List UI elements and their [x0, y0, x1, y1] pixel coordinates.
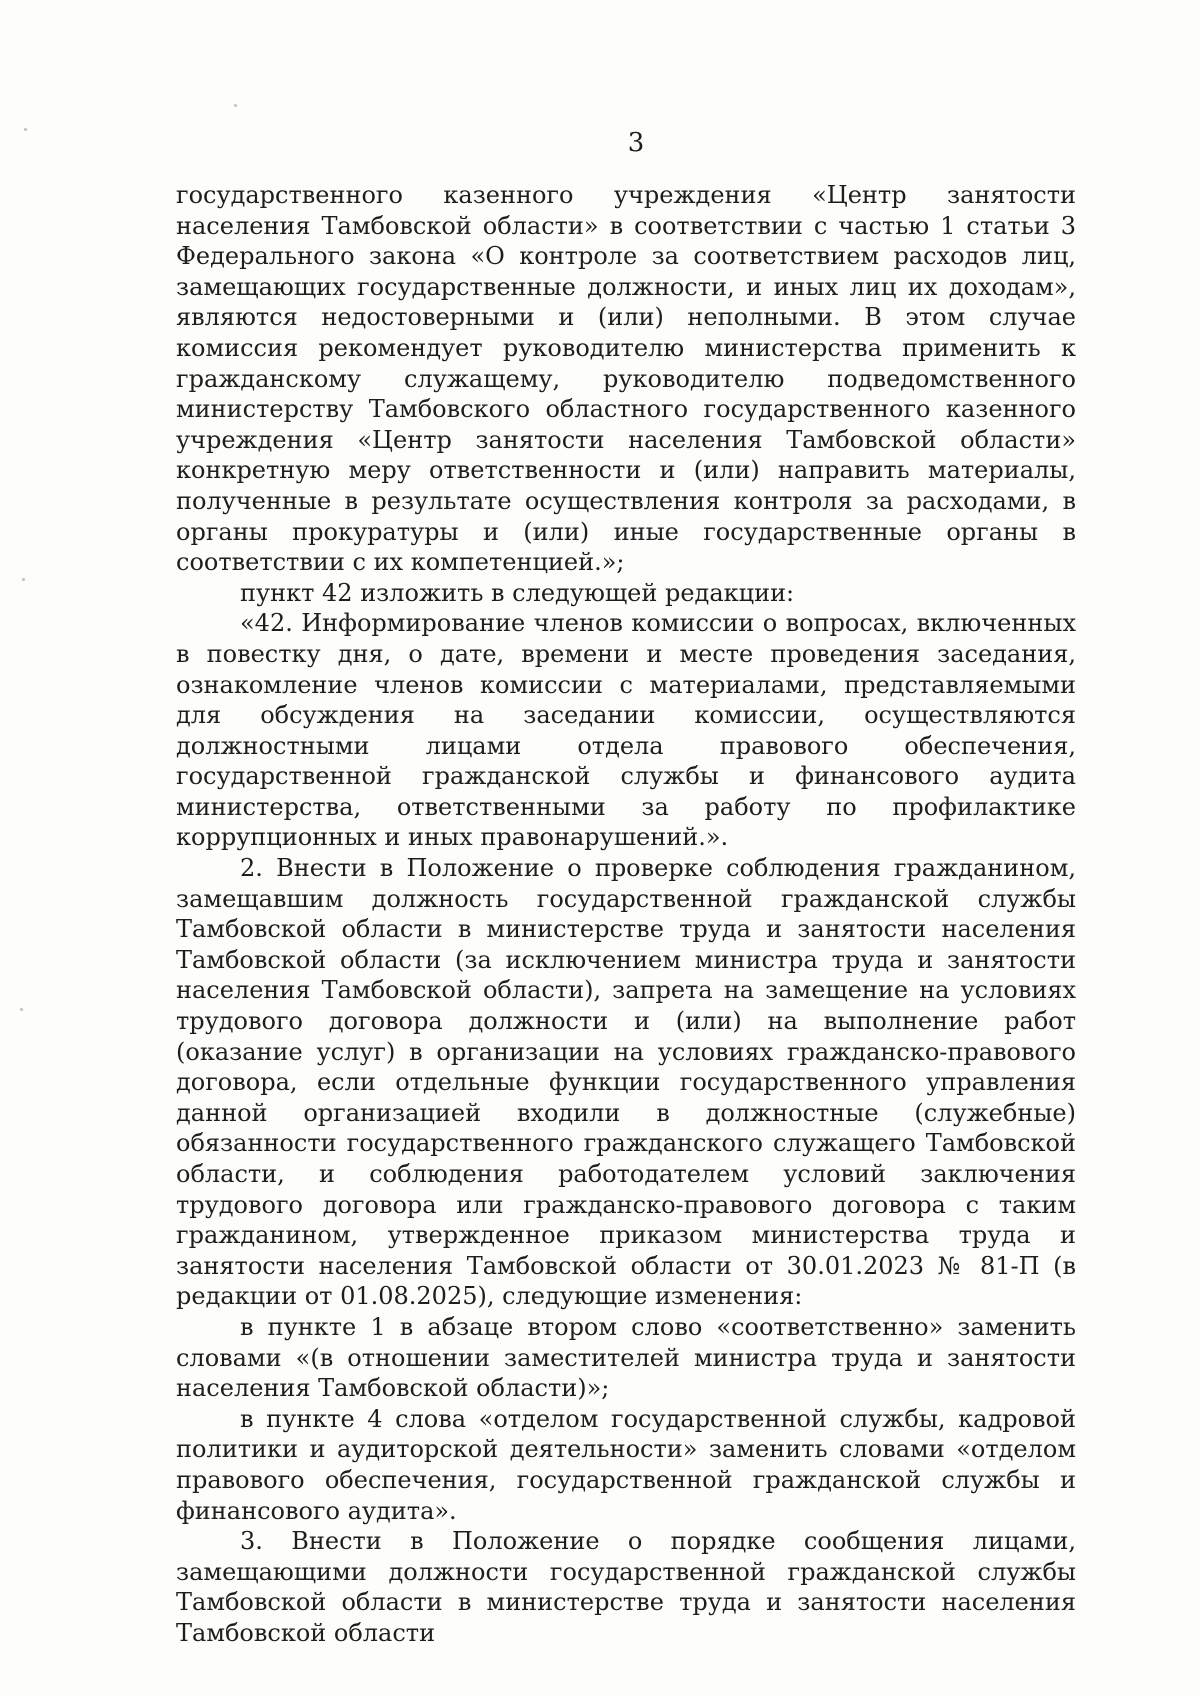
paragraph-item-42-text: «42. Информирование членов комиссии о вопросах, включенных в повестку дня, о дате, времени и месте проведения заседания, ознакомление членов комиссии с материалами, представляемыми для обсуждения на заседании комиссии, осуществляются должностными лицами отдела правового обеспечения, государственной гражданской службы и финансового аудита министерства, ответственными за работу по профилактике коррупционных и иных правонарушений.».	[176, 609, 1076, 852]
paragraph-section-2: 2. Внести в Положение о проверке соблюдения гражданином, замещавшим должность государственной гражданской службы Тамбовской области в министерстве труда и занятости населения Тамбовской области (за исключением министра труда и занятости населения Тамбовской области), запрета на замещение на условиях трудового договора должности и (или) на выполнение работ (оказание услуг) в организации на условиях гражданско-правового договора, если отдельные функции государственного управления данной организацией входили в должностные (служебные) обязанности государственного гражданского служащего Тамбовской области, и соблюдения работодателем условий заключения трудового договора или гражданско-правового договора с таким гражданином, утвержденное приказом министерства труда и занятости населения Тамбовской области от 30.01.2023 № 81-П (в редакции от 01.08.2025), следующие изменения:	[176, 854, 1076, 1311]
page-number: 3	[627, 128, 645, 158]
scan-speck	[22, 578, 25, 581]
scan-speck	[20, 1008, 23, 1011]
paragraph-item-42-heading: пункт 42 изложить в следующей редакции:	[240, 578, 795, 607]
scan-speck	[234, 104, 237, 107]
paragraph-section-3: 3. Внести в Положение о порядке сообщения лицами, замещающими должности государственной гражданской службы Тамбовской области в министерстве труда и занятости населения Тамбовской области	[176, 1527, 1076, 1647]
paragraph-point-1-change: в пункте 1 в абзаце втором слово «соответственно» заменить словами «(в отношении заместителей министра труда и занятости населения Тамбовской области)»;	[176, 1312, 1076, 1403]
paragraph-continuation: государственного казенного учреждения «Центр занятости населения Тамбовской области» в соответствии с частью 1 статьи 3 Федерального закона «О контроле за соответствием расходов лиц, замещающих государственные должности, и иных лиц их доходам», являются недостоверными и (или) неполными. В этом случае комиссия рекомендует руководителю министерства применить к гражданскому служащему, руководителю подведомственного министерству Тамбовского областного государственного казенного учреждения «Центр занятости населения Тамбовской области» конкретную меру ответственности и (или) направить материалы, полученные в результате осуществления контроля за расходами, в органы прокуратуры и (или) иные государственные органы в соответствии с их компетенцией.»;	[176, 181, 1076, 577]
document-body	[176, 180, 1076, 1649]
paragraph-point-4-change: в пункте 4 слова «отделом государственной службы, кадровой политики и аудиторской деятельности» заменить словами «отделом правового обеспечения, государственной гражданской службы и финансового аудита».	[176, 1404, 1076, 1525]
